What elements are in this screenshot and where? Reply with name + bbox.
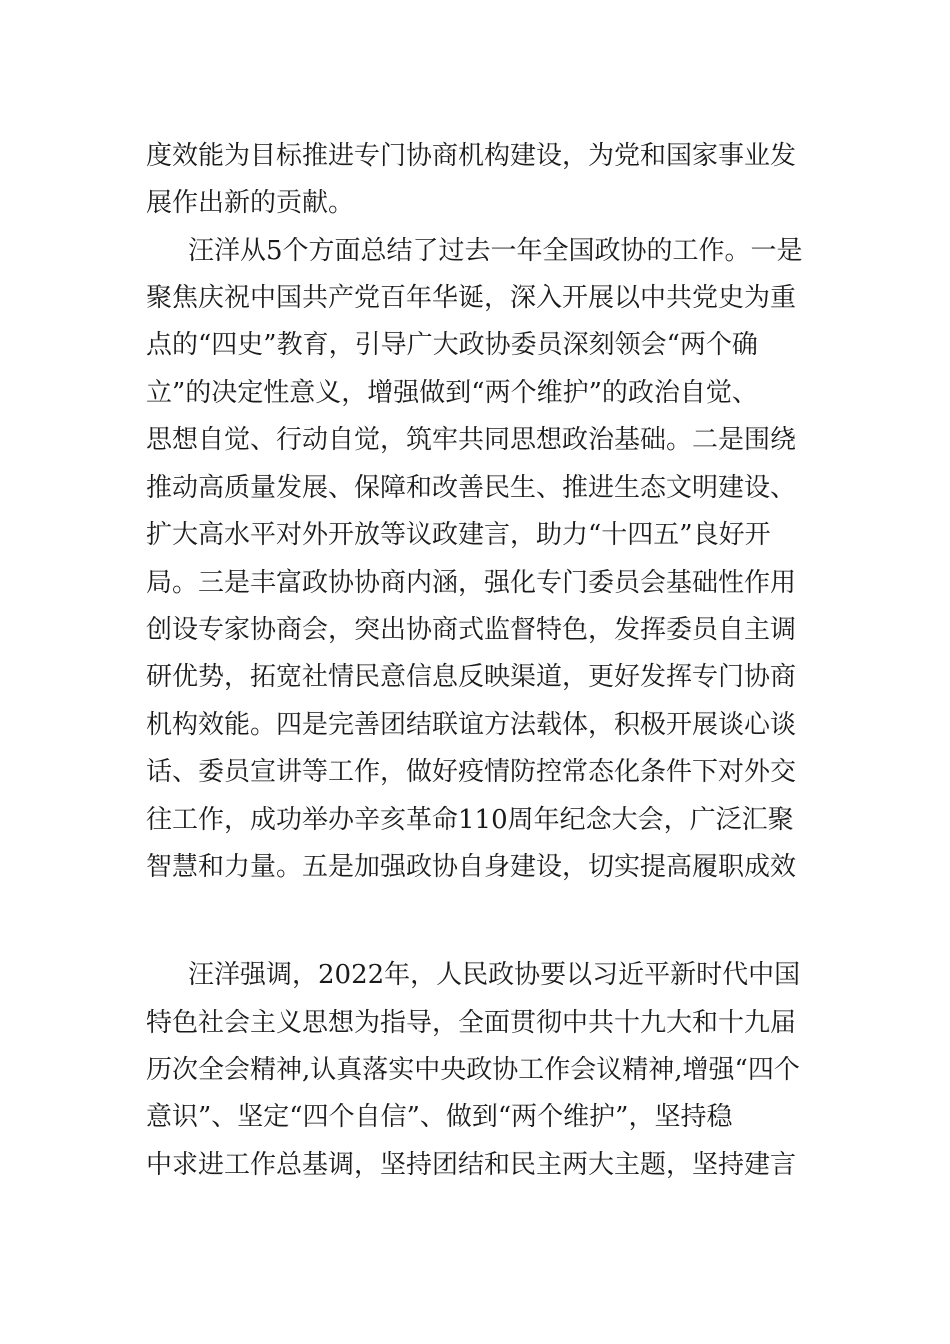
paragraph-line: 展作出新的贡献。	[146, 188, 355, 218]
paragraph-line: 立”的决定性意义，增强做到“两个维护”的政治自觉、	[146, 378, 758, 408]
paragraph-line: 度效能为目标推进专门协商机构建设，为党和国家事业发	[146, 141, 797, 171]
paragraph-line: 推动高质量发展、保障和改善民生、推进生态文明建设、	[146, 473, 797, 503]
paragraph-line: 思想自觉、行动自觉，筑牢共同思想政治基础。二是围绕	[146, 425, 797, 455]
paragraph-line: 研优势，拓宽社情民意信息反映渠道，更好发挥专门协商	[146, 662, 797, 692]
paragraph-line: 扩大高水平对外开放等议政建言，助力“十四五”良好开	[146, 520, 771, 550]
paragraph-line: 机构效能。四是完善团结联谊方法载体，积极开展谈心谈	[146, 710, 797, 740]
paragraph-line: 中求进工作总基调，坚持团结和民主两大主题，坚持建言	[146, 1150, 797, 1180]
paragraph-line: 汪洋强调，2022年，人民政协要以习近平新时代中国	[188, 960, 801, 990]
paragraph-line: 特色社会主义思想为指导，全面贯彻中共十九大和十九届	[146, 1008, 797, 1038]
paragraph-line: 智慧和力量。五是加强政协自身建设，切实提高履职成效	[146, 852, 797, 882]
paragraph-line: 意识”、坚定“四个自信”、做到“两个维护”，坚持稳	[146, 1102, 733, 1132]
paragraph-line: 聚焦庆祝中国共产党百年华诞，深入开展以中共党史为重	[146, 283, 797, 313]
paragraph-line: 汪洋从5个方面总结了过去一年全国政协的工作。一是	[188, 236, 803, 266]
paragraph-line: 往工作，成功举办辛亥革命110周年纪念大会，广泛汇聚	[146, 805, 794, 835]
paragraph-line: 创设专家协商会，突出协商式监督特色，发挥委员自主调	[146, 615, 797, 645]
paragraph-line: 局。三是丰富政协协商内涵，强化专门委员会基础性作用	[146, 568, 797, 598]
paragraph-line: 历次全会精神,认真落实中央政协工作会议精神,增强“四个	[146, 1055, 800, 1085]
paragraph-line: 点的“四史”教育，引导广大政协委员深刻领会“两个确	[146, 330, 758, 360]
paragraph-line: 话、委员宣讲等工作，做好疫情防控常态化条件下对外交	[146, 757, 797, 787]
